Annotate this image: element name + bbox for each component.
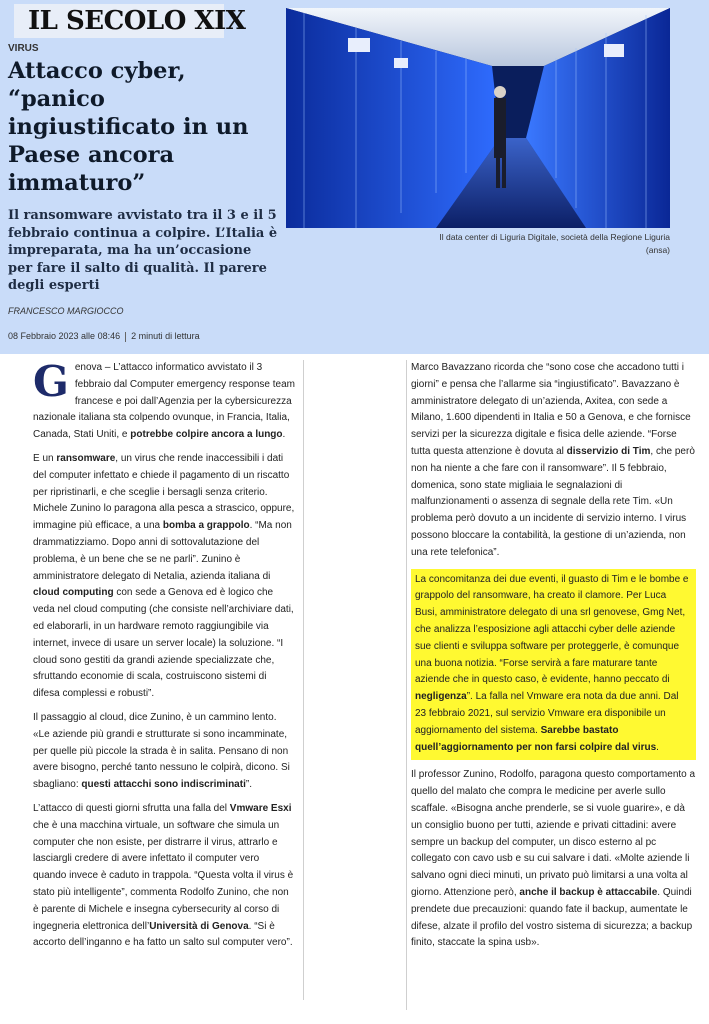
article-column-right [406, 360, 696, 1010]
paragraph-intro: Genova – L’attacco informatico avvistato il 3 febbraio dal Computer emergency response team francese e poi dall’Agenzia per la cybersicurezza nazionale italiana sta colpendo ovunque, in Francia, Italia, Canada, Stati Uniti, e potrebbe colpire ancora a lungo. [33, 357, 295, 441]
paragraph: E un ransomware, un virus che rende inaccessibili i dati del computer infettato e chiede il pagamento di un riscatto per ripristinarli, e che sceglie i bersagli senza criterio. Michele Zunino lo paragona alla pesca a strascico, oppure, immagine più efficace, a una bomba a grappolo. “Ma non drammatizziamo. Dopo anni di sottovalutazione del problema, è un bene che se ne parli”. Zunino è amministratore delegato di Netalia, azienda italiana di cloud computing con sede a Genova ed è logico che veda nel cloud computing (che consiste nell’archiviare dati, ed elaborarli, in un hardware remoto raggiungibile via internet, invece di usare un server locale) la soluzione. “I cloud sono gestiti da grandi aziende specializzate che, sfruttando economie di scala, costruiscono sistemi di difesa complessi e robusti”. [33, 452, 295, 700]
publish-date: 08 Febbraio 2023 alle 08:46 [8, 331, 121, 341]
datacenter-photo-illustration [286, 8, 670, 228]
caption-text: Il data center di Liguria Digitale, società della Regione Liguria [439, 232, 670, 242]
masthead-logo[interactable]: IL SECOLO XIX [14, 4, 224, 38]
article-subtitle: Il ransomware avvistato tra il 3 e il 5 febbraio continua a colpire. L’Italia è impreparata, ma ha un’occasione per fare il salto di qualità. Il parere degli esperti [8, 208, 278, 293]
dropcap-letter: G [33, 357, 69, 406]
paragraph: Marco Bavazzano ricorda che “sono cose che accadono tutti i giorni” e pensa che l’allarme sia “ingiustificato”. Bavazzano è amministratore delegato di un’azienda, Axitea, con sede a Milano, 1.600 dipendenti in Italia e 50 a Genova, e che fornisce servizi per la sicurezza digitale e fisica delle aziende. “Forse tutta questa attenzione è dovuta al disservizio di Tim, che però non ha niente a che fare con il ransomware”. Il 5 febbraio, domenica, sono state migliaia le segnalazioni di malfunzionamenti o assenza di segnale della rete Tim. «Un problema però dovuto a un incidente di servizio interno. I virus possono bloccare la contabilità, la gestione di un’azienda, non una rete telefonica”. [411, 362, 695, 558]
highlighted-paragraph: La concomitanza dei due eventi, il guasto di Tim e le bombe e grappolo del ransomware, ha creato il clamore. Per Luca Busi, amministratore delegato di una srl genovese, Gmg Net, che analizza l’esposizione agli attacchi cyber delle aziende sue clienti e sviluppa software per proteggerle, è comunque una buona notizia. “Forse servirà a fare maturare tante aziende che in questo caso, è evidente, hanno peccato di negligenza”. La falla nel Vmware era nota da due anni. Dal 23 febbraio 2021, sul servizio Vmware era disponibile un aggiornamento del sistema. Sarebbe bastato quell’aggiornamento per non farsi colpire dal virus. [411, 569, 696, 761]
paragraph: L’attacco di questi giorni sfrutta una falla del Vmware Esxi che è una macchina virtuale, un software che simula un computer che non esiste, per distrarre il virus, attrarlo e lasciargli credere di avere infettato il computer vero quando invece è caduto in trappola. “Questa volta il virus è stato più intelligente”, commenta Rodolfo Zunino, che non è parente di Michele e insegna cybersecurity al corso di ingegneria elettronica dell’Università di Genova. “Si è accorto dell’inganno e ha fatto un salto sul computer vero”. [33, 802, 294, 949]
category-label[interactable]: VIRUS [8, 43, 39, 54]
paragraph: Il professor Zunino, Rodolfo, paragona questo comportamento a quello del malato che compra le medicine per averle sullo scaffale. «Bisogna anche prenderle, se si vuole guarire», e dà un consiglio buono per tutti, aziende e privati cittadini: avere sempre un backup del computer, un disco esterno al pc collegato con cavo usb e su cui salvare i dati. «Molte aziende li salvano ogni dieci minuti, un privato può limitarsi a una volta al giorno. Attenzione però, anche il backup è attaccabile. Quindi prendete due precauzioni: quando fate il backup, aumentate le difese, alzate il profilo del vostro sistema di sicurezza; a backup finito, staccate la spina usb». [411, 769, 696, 949]
meta-divider [125, 332, 126, 342]
read-time: 2 minuti di lettura [131, 331, 200, 341]
paragraph: Il passaggio al cloud, dice Zunino, è un cammino lento. «Le aziende più grandi e strutturate si sono incamminate, per quelle più piccole la strada è in salita. Pensano di non avere bisogno, perché tanto nessuno le colpirà, dicono. Si sbagliano: questi attacchi sono indiscriminati”. [33, 711, 290, 791]
article-meta [8, 331, 200, 342]
photo-caption [428, 231, 670, 256]
caption-credit: (ansa) [645, 244, 670, 255]
article-title: Attacco cyber, “panico ingiustificato in un Paese ancora immaturo” [8, 58, 249, 196]
author-name[interactable]: FRANCESCO MARGIOCCO [8, 306, 124, 316]
article-column-left [33, 357, 304, 1000]
article-header [0, 0, 709, 354]
article-photo-datacenter[interactable] [286, 8, 670, 228]
